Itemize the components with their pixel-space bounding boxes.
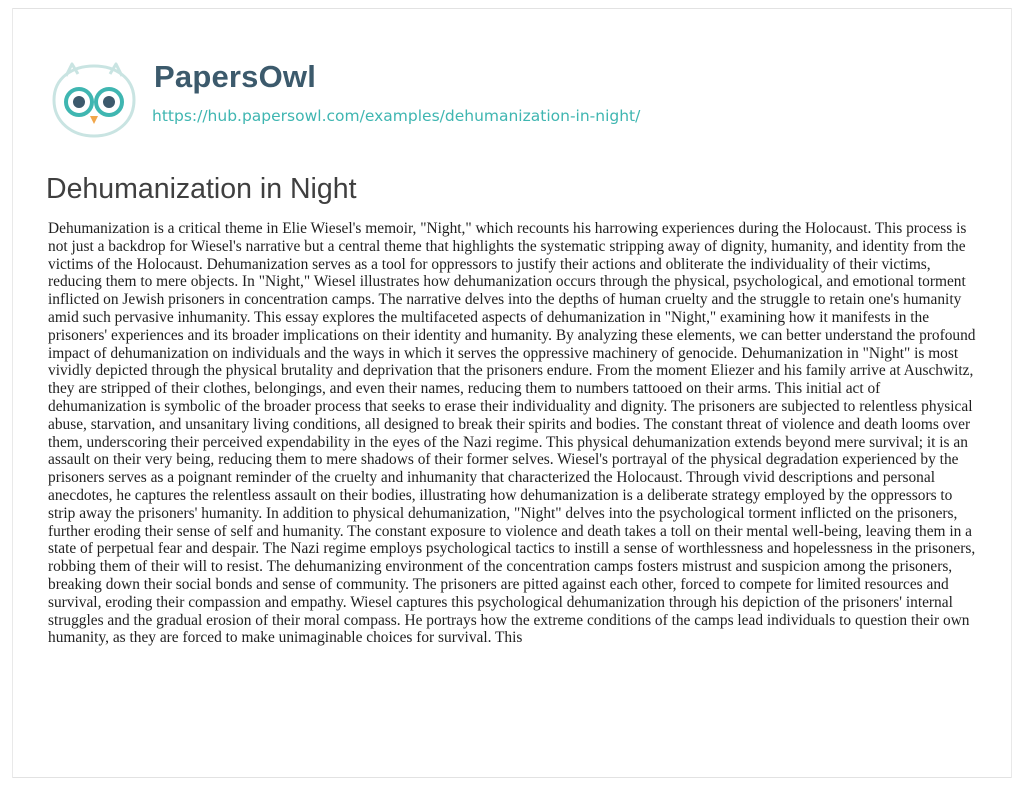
document-body: Dehumanization is a critical theme in Elie Wiesel's memoir, "Night," which recounts his harrowing experiences during the Holocaust. This process is not just a backdrop for Wiesel's narrative but a central theme that highlights the systematic stripping away of dignity, humanity, and identity from the victims of the Holocaust. Dehumanization serves as a tool for oppressors to justify their actions and obliterate the individuality of their victims, reducing them to mere objects. In "Night," Wiesel illustrates how dehumanization occurs through the physical, psychological, and emotional torment inflicted on Jewish prisoners in concentration camps. The narrative delves into the depths of human cruelty and the struggle to retain one's humanity amid such pervasive inhumanity. This essay explores the multifaceted aspects of dehumanization in "Night," examining how it manifests in the prisoners' experiences and its broader implications on their identity and humanity. By analyzing these elements, we can better understand the profound impact of dehumanization on individuals and the ways in which it serves the oppressive machinery of genocide. Dehumanization in "Night" is most vividly depicted through the physical brutality and deprivation that the prisoners endure. From the moment Eliezer and his family arrive at Auschwitz, they are stripped of their clothes, belongings, and even their names, reducing them to numbers tattooed on their arms. This initial act of dehumanization is symbolic of the broader process that seeks to erase their individuality and dignity. The prisoners are subjected to relentless physical abuse, starvation, and unsanitary living conditions, all designed to break their spirits and bodies. The constant threat of violence and death looms over them, underscoring their perceived expendability in the eyes of the Nazi regime. This physical dehumanization extends beyond mere survival; it is an assault on their very being, reducing them to mere shadows of their former selves. Wiesel's portrayal of the physical degradation experienced by the prisoners serves as a poignant reminder of the cruelty and inhumanity that characterized the Holocaust. Through vivid descriptions and personal anecdotes, he captures the relentless assault on their bodies, illustrating how dehumanization is a deliberate strategy employed by the oppressors to strip away the prisoners' humanity. In addition to physical dehumanization, "Night" delves into the psychological torment inflicted on the prisoners, further eroding their sense of self and humanity. The constant exposure to violence and death takes a toll on their mental well-being, leaving them in a state of perpetual fear and despair. The Nazi regime employs psychological tactics to instill a sense of worthlessness and hopelessness in the prisoners, robbing them of their will to resist. The dehumanizing environment of the concentration camps fosters mistrust and suspicion among the prisoners, breaking down their social bonds and sense of community. The prisoners are pitted against each other, forced to compete for limited resources and survival, eroding their compassion and empathy. Wiesel captures this psychological dehumanization through his depiction of the prisoners' internal struggles and the gradual erosion of their moral compass. He portrays how the extreme conditions of the camps lead individuals to question their own humanity, as they are forced to make unimaginable choices for survival. This: [48, 220, 976, 647]
brand-name: PapersOwl: [154, 59, 317, 94]
owl-logo-icon: [46, 60, 142, 140]
page-border-right: [1011, 8, 1012, 778]
page-border-left: [12, 8, 13, 778]
source-url-link[interactable]: https://hub.papersowl.com/examples/dehumanization-in-night/: [152, 107, 641, 125]
page-border-top: [12, 8, 1012, 9]
document-title: Dehumanization in Night: [46, 173, 357, 205]
page-border-bottom: [12, 777, 1012, 778]
